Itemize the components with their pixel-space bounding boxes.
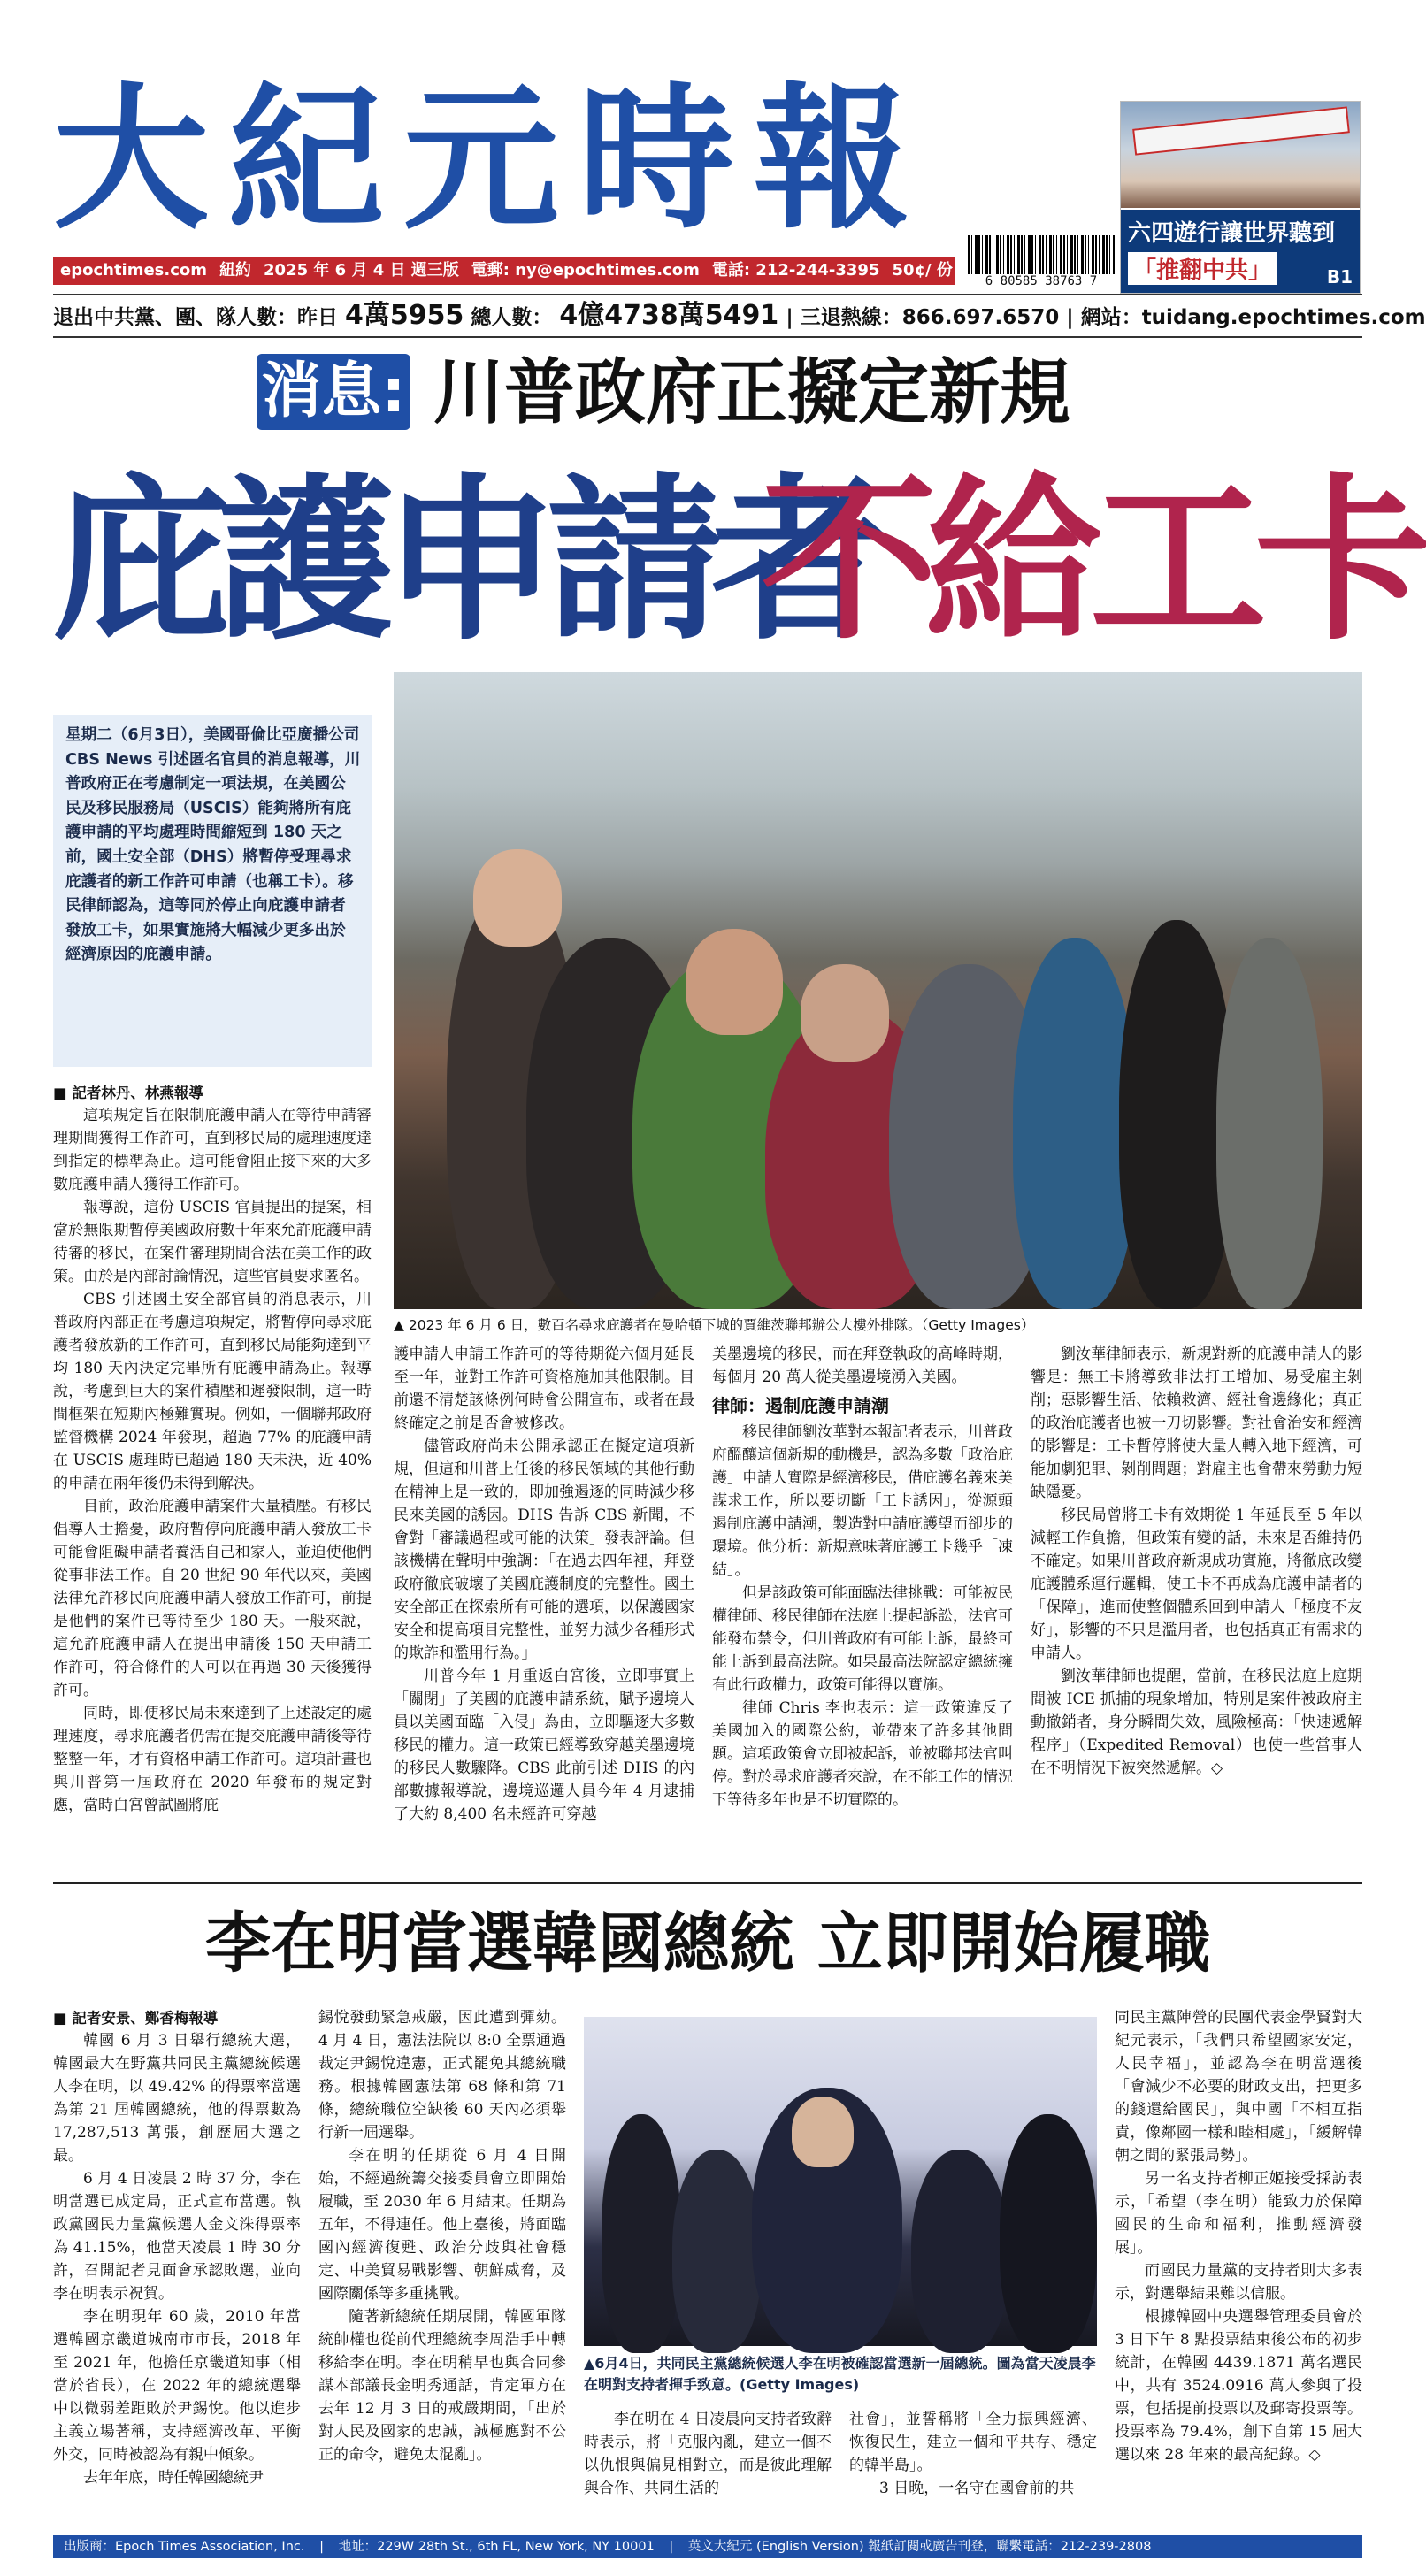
footer-english: 英文大紀元 (English Version) 報紙訂閱或廣告刊登，聯繫電話：212-239-2808 (687, 2540, 1152, 2554)
paragraph: 護申請人申請工作許可的等待期從六個月延長至一年，並對工作許可資格施加其他限制。目前還不清楚該條例何時會公開宣布，或者在最終確定之前是否會被修改。 (394, 1346, 694, 1432)
footer-publisher: 出版商：Epoch Times Association, Inc. (64, 2540, 305, 2554)
story1-col3 (712, 1343, 1013, 1865)
paragraph: 李在明現年 60 歲，2010 年當選韓國京畿道城南市市長，2018 年至 2021 年，他擔任京畿道知事（相當於省長），在 2022 年的總統選舉中以微弱差距敗於尹錫悅。他以進步主義立場著稱，支持經濟改革、平衡外交，同時被認為有親中傾象。 (53, 2308, 301, 2464)
photo1-caption: ▲ 2023 年 6 月 6 日，數百名尋求庇護者在曼哈頓下城的賈維茨聯邦辦公大樓外排隊。（Getty Images） (394, 1317, 1035, 1333)
promo-page-ref: B1 (1326, 266, 1353, 288)
stats-total-label: 總人數： (471, 306, 553, 329)
stats-hotline: 三退熱線：866.697.6570 (800, 306, 1060, 329)
lede-text: 星期二（6月3日），美國哥倫比亞廣播公司 CBS News 引述匿名官員的消息報導，川普政府正在考慮制定一項法規，在美國公民及移民服務局（USCIS）能夠將所有庇護申請的平均處理時間縮短到 180 天之前，國土安全部（DHS）將暫停受理尋求庇護者的新工作許可申請（也稱工卡）。移民律師認為，這等同於停止向庇護申請者發放工卡，如果實施將大幅減少更多出於經濟原因的庇護申請。 (65, 726, 361, 964)
story2-headline: 李在明當選韓國總統 立即開始履職 (205, 1905, 1210, 1982)
paragraph: 同時，即便移民局未來達到了上述設定的處理速度，尋求庇護者仍需在提交庇護申請後等待整整一年，才有資格申請工作許可。這項計畫也與川普第一屆政府在 2020 年發布的規定對應，當時白宮曾試圖將庇 (53, 1705, 372, 1814)
paragraph: 目前，政治庇護申請案件大量積壓。有移民倡導人士擔憂，政府暫停向庇護申請人發放工卡可能會阻礙申請者養活自己和家人，並迫使他們從事非法工作。自 20 世紀 90 年代以來，美國法律允許移民向庇護申請人發放工作許可，前提是他們的案件已等待至少 180 天。一般來說，這允許庇護申請人在提出申請後 150 天申請工作許可，符合條件的人可以在再過 30 天後獲得許可。 (53, 1498, 372, 1699)
promo-teaser[interactable] (1120, 101, 1361, 294)
info-site: epochtimes.com (60, 261, 208, 280)
paragraph: 移民局曾將工卡有效期從 1 年延長至 5 年以減輕工作負擔，但政策有變的話，未來是否維持仍不確定。如果川普政府新規成功實施，將徹底改變庇護體系運行邏輯，使工卡不再成為庇護申請者的「保障」，進而使整個體系回到申請人「極度不友好」，影響的不只是濫用者，也包括真正有需求的申請人。 (1031, 1506, 1362, 1662)
paragraph: 劉汝華律師也提醒，當前，在移民法庭上庭期間被 ICE 抓捕的現象增加，特別是案件被政府主動撤銷者，身分瞬間失效，風險極高：「快速遞解程序」（Expedited Removal）也使一些當事人在不明情況下被突然遞解。◇ (1031, 1668, 1362, 1777)
story2-col2 (318, 2006, 566, 2525)
story2-col4 (1115, 2006, 1362, 2525)
paragraph: 錫悅發動緊急戒嚴，因此遭到彈劾。4 月 4 日，憲法法院以 8:0 全票通過裁定尹錫悅違憲，正式罷免其總統職務。根據韓國憲法第 68 條和第 71 條，總統職位空缺後 60 天內必須舉行新一屆選舉。 (318, 2009, 567, 2142)
paragraph: 律師 Chris 李也表示：這一政策違反了美國加入的國際公約，並帶來了許多其他問題。這項政策會立即被起訴，並被聯邦法官叫停。對於尋求庇護者來說，在不能工作的情況下等待多年也是不切實際的。 (712, 1699, 1013, 1809)
paragraph: 這項規定旨在限制庇護申請人在等待申請審理期間獲得工作許可，直到移民局的處理速度達到指定的標準為止。這可能會阻止接下來的大多數庇護申請人獲得工作許可。 (53, 1107, 372, 1193)
paragraph: 同民主黨陣營的民團代表金學賢對大紀元表示，「我們只希望國家安定，人民幸福」，並認為李在明當選後「會減少不必要的財政支出，把更多的錢還給國民」，與中國「不相互指責，像鄰國一樣和睦相處」，「緩解韓朝之間的緊張局勢」。 (1115, 2009, 1362, 2165)
lee-jae-myung-photo (584, 2017, 1097, 2346)
promo-line-2: 「推翻中共」 (1128, 252, 1276, 285)
paragraph: CBS 引述國土安全部官員的消息表示，川普政府內部正在考慮這項規定，將暫停向尋求庇護者發放新的工作許可，直到移民局能夠達到平均 180 天內決定完畢所有庇護申請為止。報導說，考慮到巨大的案件積壓和遲發限制，這一時間框架在短期內極難實現。例如，一個聯邦政府監督機構 2024 年發現，超過 77% 的庇護申請在 USCIS 處理時已超過 180 天未決，近 40% 的申請在兩年後仍未得到解決。 (53, 1291, 372, 1492)
paragraph: 劉汝華律師表示，新規對新的庇護申請人的影響是：無工卡將導致非法打工增加、易受雇主剝削；惡影響生活、依賴救濟、經社會邊緣化；真正的政治庇護者也被一刀切影響。對社會治安和經濟的影響是：工卡暫停將使大量人轉入地下經濟，可能加劇犯罪、剝削問題；對雇主也會帶來勞動力短缺隱憂。 (1031, 1346, 1362, 1501)
barcode-number: 6 80585 38763 7 (985, 274, 1098, 288)
story2-col1 (53, 2029, 301, 2525)
promo-text-panel (1121, 210, 1360, 293)
info-phone: 電話: 212-244-3395 (711, 261, 880, 280)
paragraph: 川普今年 1 月重返白宮後，立即事實上「關閉」了美國的庇護申請系統，賦予邊境人員以美國面臨「入侵」為由，立即驅逐大多數移民的權力。這一政策已經導致穿越美墨邊境的移民人數驟降。CBS 此前引述 DHS 的內部數據報導說，邊境巡邏人員今年 4 月逮捕了大約 8,400 名未經許可穿越 (394, 1668, 694, 1823)
paragraph: 6 月 4 日凌晨 2 時 37 分，李在明當選已成定局，正式宣布當選。執政黨國民力量黨候選人金文洙得票率為 41.15%，他當天凌晨 1 時 30 分許，召開記者見面會承認敗選，並向李在明表示祝賀。 (53, 2170, 301, 2303)
story1-col4 (1031, 1343, 1362, 1865)
paragraph: 移民律師劉汝華對本報記者表示，川普政府醞釀這個新規的動機是，認為多數「政治庇護」申請人實際是經濟移民，借庇護名義來美謀求工作，所以要切斷「工卡誘因」，從源頭遏制庇護申請潮，製造對申請庇護望而卻步的環境。他分析：新規意味著庇護工卡幾乎「凍結」。 (712, 1423, 1013, 1579)
photo2-caption: ▲6月4日，共同民主黨總統候選人李在明被確認當選新一屆總統。圖為當天凌晨李在明對支持者揮手致意。(Getty Images) (584, 2355, 1096, 2393)
stats-label: 退出中共黨、團、隊人數： (53, 306, 297, 329)
footer-bar: 出版商：Epoch Times Association, Inc. | 地址：229W 28th St., 6th FL, New York, NY 10001 | 英文大紀元 (English Version) 報紙訂閱或廣告刊登，聯繫電話：212-239-2808 (53, 2535, 1362, 2558)
headline-main-red: 不給工卡 (761, 458, 1420, 664)
paragraph: 韓國 6 月 3 日舉行總統大選，韓國最大在野黨共同民主黨總統候選人李在明，以 49.42% 的得票率當選為第 21 屆韓國總統，他的得票數為 17,287,513 萬張，創歷屆大選之最。 (53, 2032, 301, 2165)
quit-ccp-stats-bar: 退出中共黨、團、隊人數：昨日 4萬5955 總人數： 4億4738萬5491 | 三退熱線：866.697.6570 | 網站：tuidang.epochtimes.com (53, 294, 1362, 338)
paragraph: 去年年底，時任韓國總統尹 (83, 2469, 264, 2487)
info-date: 2025 年 6 月 4 日 週三版 (264, 261, 459, 280)
story1-col1 (53, 1104, 372, 1865)
section-divider (53, 1882, 1362, 1884)
barcode-bars (968, 235, 1115, 274)
stats-website: 網站：tuidang.epochtimes.com (1080, 306, 1426, 329)
masthead-title: 大紀元時報 (53, 67, 930, 250)
story2-byline: ■ 記者安景、鄭香梅報導 (53, 2010, 218, 2027)
headline-kicker-text: 川普政府正擬定新規 (433, 351, 1070, 433)
paragraph: 3 日晚，一名守在國會前的共 (879, 2480, 1075, 2497)
info-bar (53, 257, 955, 285)
paragraph: 隨著新總統任期展開，韓國軍隊統帥權也從前代理總統李周浩手中轉移給李在明。李在明稍早也與合同參謀本部議長金明秀通話，肯定軍方在去年 12 月 3 日的戒嚴期間，「出於對人民及國家的忠誠，誠極應對不公正的命令，避免太混亂」。 (318, 2308, 566, 2464)
lede-box (53, 715, 372, 1067)
story1-col2 (394, 1343, 694, 1865)
paragraph: 根據韓國中央選舉管理委員會於 3 日下午 8 點投票結束後公布的初步統計，在韓國 4439.1871 萬名選民中，共有 3524.0916 萬人參與了投票，包括提前投票以及郵寄投票等。投票率為 79.4%，創下自第 15 屆大選以來 28 年來的最高紀錄。◇ (1115, 2308, 1362, 2464)
paragraph: 李在明在 4 日凌晨向支持者致辭時表示，將「克服內亂，建立一個不以仇恨與偏見相對立，而是彼此理解與合作、共同生活的 (584, 2411, 832, 2497)
paragraph: 李在明的任期從 6 月 4 日開始，不經過統籌交接委員會立即開始履職，至 2030 年 6 月結束。任期為五年，不得連任。他上臺後，將面臨國內經濟復甦、政治分歧與社會穩定、中美貿易戰影響、朝鮮威脅，及國際關係等多重挑戰。 (318, 2147, 566, 2303)
stats-yesterday-label: 昨日 (297, 306, 338, 329)
info-city: 紐約 (219, 261, 252, 280)
footer-address: 地址：229W 28th St., 6th FL, New York, NY 10001 (338, 2540, 655, 2554)
paragraph: 儘管政府尚未公開承認正在擬定這項新規，但這和川普上任後的移民領域的其他行動在精神上是一致的，即加強遏逐的同時減少移民來美國的誘因。DHS 告訴 CBS 新聞，不會對「審議過程或可能的決策」發表評論。但該機構在聲明中強調：「在過去四年裡，拜登政府徹底破壞了美國庇護制度的完整性。國土安全部正在探索所有可能的選項，以保護國家安全和提高項目完整性，並努力減少各種形式的欺詐和濫用行為。」 (394, 1438, 694, 1662)
paragraph: 但是該政策可能面臨法律挑戰：可能被民權律師、移民律師在法庭上提起訴訟，法官可能發布禁令，但川普政府有可能上訴，最終可能上訴到最高法院。如果最高法院認定總統擁有此行政權力，政策可能得以實施。 (712, 1584, 1013, 1694)
stats-yesterday-value: 4萬5955 (345, 300, 464, 331)
story2-col3 (584, 2408, 832, 2525)
paragraph: 而國民力量黨的支持者則大多表示，對選舉結果難以信服。 (1115, 2262, 1362, 2303)
asylum-queue-photo (394, 672, 1362, 1309)
paragraph: 另一名支持者柳正姬接受採訪表示，「希望（李在明）能致力於保障國民的生命和福利，推動經濟發展」。 (1115, 2170, 1362, 2257)
headline-kicker: 消息: (257, 354, 410, 430)
story2-col3b (849, 2408, 1097, 2525)
story1-byline: ■ 記者林丹、林燕報導 (53, 1085, 203, 1101)
paragraph: 美墨邊境的移民，而在拜登執政的高峰時期，每個月 20 萬人從美墨邊境湧入美國。 (712, 1346, 1013, 1386)
story1-subhead: 律師：遏制庇護申請潮 (712, 1395, 889, 1416)
promo-photo (1121, 102, 1360, 208)
info-price: 50¢/ 份 (892, 261, 953, 280)
paragraph: 社會」，並誓稱將「全力振興經濟、恢復民生，建立一個和平共存、穩定的韓半島」。 (849, 2411, 1097, 2474)
promo-line-1: 六四遊行讓世界聽到 (1128, 220, 1336, 247)
promo-banner-shape (1132, 106, 1350, 155)
stats-total-value: 4億4738萬5491 (559, 300, 779, 331)
headline-main-blue: 庇護申請者 (53, 458, 877, 664)
barcode (968, 235, 1115, 288)
paragraph: 報導說，這份 USCIS 官員提出的提案，相當於無限期暫停美國政府數十年來允許庇護申請待審的移民，在案件審理期間合法在美工作的政策。由於是內部討論情況，這些官員要求匿名。 (53, 1199, 372, 1285)
info-email: 電郵: ny@epochtimes.com (471, 261, 700, 280)
